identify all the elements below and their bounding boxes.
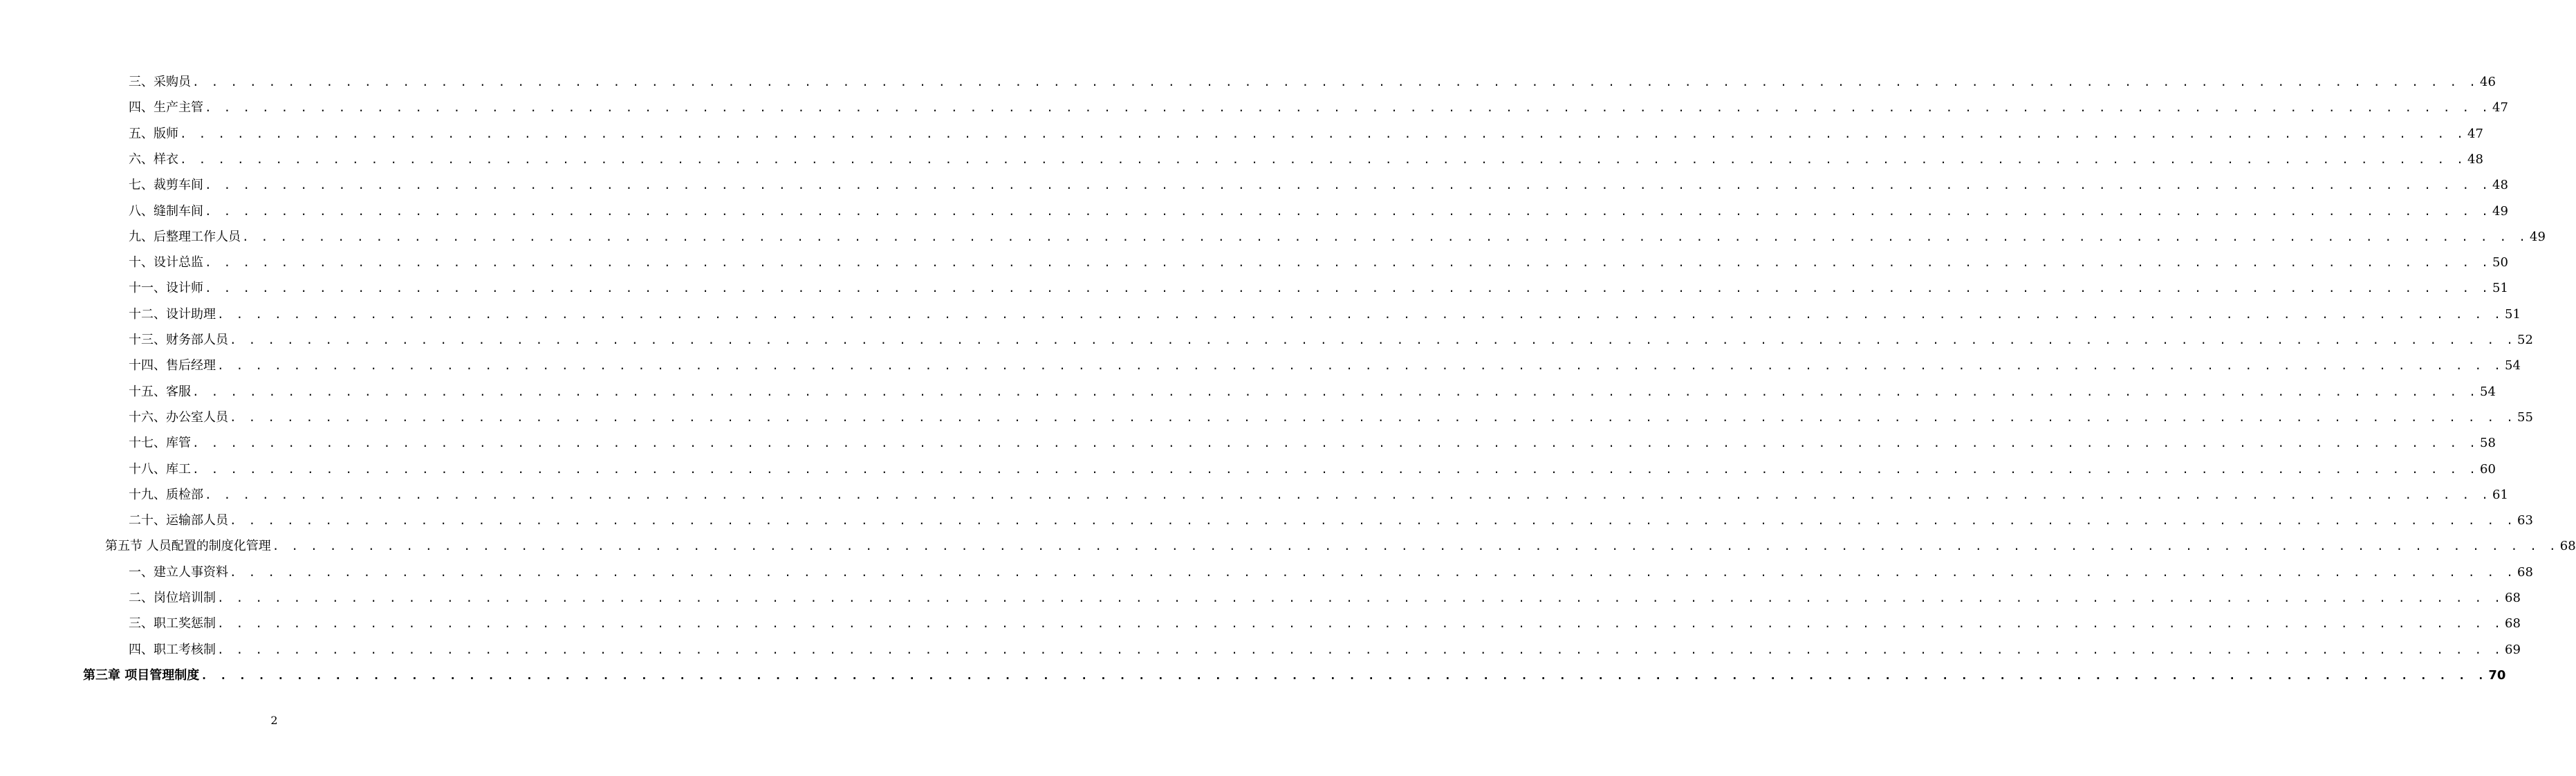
toc-entry-title: 十九、质检部 (129, 487, 203, 502)
toc-entry-title: 十五、客服 (129, 384, 191, 399)
toc-entry[interactable] (129, 510, 2533, 531)
toc-entry-page: 48 (2467, 151, 2483, 167)
toc-entry-page: 47 (2492, 100, 2508, 116)
toc-entry-page: 50 (2492, 255, 2508, 270)
toc-entry[interactable] (129, 124, 2483, 145)
toc-entry-title: 十四、售后经理 (129, 358, 216, 373)
toc-entry[interactable] (129, 278, 2508, 299)
dot-leader: . . . . . . . . . . . . . . . . . . . . . . . . . . . . . . . . . . . . . . . . . . . . . . . . . . . . . . . . . . . . . . . . . . . . . . . . . . . . . . . . . . . . . . . . . . . . . . . . . . . . . . . . . . . . . . . . . . . . . . . . (205, 101, 2492, 115)
dot-leader: . . . . . . . . . . . . . . . . . . . . . . . . . . . . . . . . . . . . . . . . . . . . . . . . . . . . . . . . . . . . . . . . . . . . . . . . . . . . . . . . . . . . . . . . . . . . . . . . . . . . . . . . . . . . . . . . . . . . . . . . (205, 204, 2492, 218)
toc-entry[interactable] (129, 330, 2533, 351)
toc-entry-page: 51 (2492, 281, 2508, 296)
toc-entry[interactable] (129, 640, 2521, 660)
toc-entry-title: 十八、库工 (129, 461, 191, 477)
toc-entry[interactable] (129, 149, 2483, 170)
dot-leader: . . . . . . . . . . . . . . . . . . . . . . . . . . . . . . . . . . . . . . . . . . . . . . . . . . . . . . . . . . . . . . . . . . . . . . . . . . . . . . . . . . . . . . . . . . . . . . . . . . . . . . . . . . . . . . . . . . . . . . . . (217, 617, 2504, 631)
toc-entry-page: 47 (2467, 126, 2483, 141)
toc-entry-title: 一、建立人事资料 (129, 564, 228, 580)
toc-entry-page: 55 (2517, 409, 2533, 425)
toc-entry-title: 四、职工考核制 (129, 642, 216, 657)
toc-entry-page: 68 (2505, 616, 2521, 631)
toc-entry-title: 二、岗位培训制 (129, 591, 216, 605)
toc-entry[interactable] (129, 382, 2496, 403)
dot-leader: . . . . . . . . . . . . . . . . . . . . . . . . . . . . . . . . . . . . . . . . . . . . . . . . . . . . . . . . . . . . . . . . . . . . . . . . . . . . . . . . . . . . . . . . . . . . . . . . . . . . . . . . . . . . . . . . . . . . . . . . (205, 281, 2492, 295)
dot-leader: . . . . . . . . . . . . . . . . . . . . . . . . . . . . . . . . . . . . . . . . . . . . . . . . . . . . . . . . . . . . . . . . . . . . . . . . . . . . . . . . . . . . . . . . . . . . . . . . . . . . . . . . . . . . . . . . . . . . . . . . (217, 643, 2504, 656)
toc-entry-title: 五、版师 (129, 126, 178, 141)
dot-leader: . . . . . . . . . . . . . . . . . . . . . . . . . . . . . . . . . . . . . . . . . . . . . . . . . . . . . . . . . . . . . . . . . . . . . . . . . . . . . . . . . . . . . . . . . . . . . . . . . . . . . . . . . . . . . . . . . . . . . . . . (192, 436, 2479, 450)
toc-entry-page: 54 (2480, 384, 2496, 399)
toc-entry-page: 70 (2488, 667, 2506, 683)
toc-entry-page: 68 (2505, 591, 2521, 605)
dot-leader: . . . . . . . . . . . . . . . . . . . . . . . . . . . . . . . . . . . . . . . . . . . . . . . . . . . . . . . . . . . . . . . . . . . . . . . . . . . . . . . . . . . . . . . . . . . . . . . . . . . . . . . . . . . . . . . . . . . . . . . . (272, 539, 2559, 553)
dot-leader: . . . . . . . . . . . . . . . . . . . . . . . . . . . . . . . . . . . . . . . . . . . . . . . . . . . . . . . . . . . . . . . . . . . . . . . . . . . . . . . . . . . . . . . . . . . . . . . . . . . . . . . . . . . . . . . . . . . . . . . . (205, 488, 2492, 501)
toc-entry-page: 58 (2480, 436, 2496, 451)
toc-entry-page: 68 (2559, 539, 2576, 554)
dot-leader: . . . . . . . . . . . . . . . . . . . . . . . . . . . . . . . . . . . . . . . . . . . . . . . . . . . . . . . . . . . . . . . . . . . . . . . . . . . . . . . . . . . . . . . . . . . . . . . . . . . . . . . . . . . . . . . . . . . . . . . . (242, 230, 2529, 243)
toc-entry[interactable] (129, 175, 2508, 196)
toc-entry[interactable] (129, 72, 2496, 93)
toc-entry-page: 49 (2530, 229, 2546, 244)
toc-entry-page: 60 (2480, 461, 2496, 477)
toc-entry-title: 三、采购员 (129, 75, 191, 89)
dot-leader: . . . . . . . . . . . . . . . . . . . . . . . . . . . . . . . . . . . . . . . . . . . . . . . . . . . . . . . . . . . . . . . . . . . . . . . . . . . . . . . . . . . . . . . . . . . . . . . . . . . . . . . . . . . . . . . . . . . . . . . . (205, 178, 2492, 192)
dot-leader: . . . . . . . . . . . . . . . . . . . . . . . . . . . . . . . . . . . . . . . . . . . . . . . . . . . . . . . . . . . . . . . . . . . . . . . . . . . . . . . . . . . . . . . . . . . . . . . . . . . . . . . . . . . . . . . . . . . . . . . . (230, 333, 2517, 347)
toc-entry-page: 63 (2517, 513, 2533, 528)
toc-entry[interactable] (129, 355, 2521, 376)
dot-leader: . . . . . . . . . . . . . . . . . . . . . . . . . . . . . . . . . . . . . . . . . . . . . . . . . . . . . . . . . . . . . . . . . . . . . . . . . . . . . . . . . . . . . . . . . . . . . . . . . . . . . . . . . . . . . . . . . . . . . . . . (192, 462, 2479, 476)
dot-leader: . . . . . . . . . . . . . . . . . . . . . . . . . . . . . . . . . . . . . . . . . . . . . . . . . . . . . . . . . . . . . . . . . . . . . . . . . . . . . . . . . . . . . . . . . . . . . . . . . . . . . . . . . . . . . . . . . . . . . . . . (217, 359, 2504, 373)
toc-entry[interactable] (129, 588, 2521, 609)
toc-entry-title: 九、后整理工作人员 (129, 229, 241, 244)
toc-entry-title: 十三、财务部人员 (129, 333, 228, 347)
toc-entry-title: 二十、运输部人员 (129, 513, 228, 528)
toc-entry[interactable] (129, 201, 2508, 222)
dot-leader: . . . . . . . . . . . . . . . . . . . . . . . . . . . . . . . . . . . . . . . . . . . . . . . . . . . . . . . . . . . . . . . . . . . . . . . . . . . . . . . . . . . . . . . . . . . . . . . . . . . . . . . . . . . . . . . . . . . . . . . . (230, 410, 2517, 424)
toc-entry[interactable] (129, 433, 2496, 454)
toc-entry-title: 六、样衣 (129, 151, 178, 167)
dot-leader: . . . . . . . . . . . . . . . . . . . . . . . . . . . . . . . . . . . . . . . . . . . . . . . . . . . . . . . . . . . . . . . . . . . . . . . . . . . . . . . . . . . . . . . . . . . . . . . . . . . . . . . . . . . . . . . . . . . . . . . . (230, 565, 2517, 579)
toc-entry-page: 48 (2492, 178, 2508, 193)
dot-leader: . . . . . . . . . . . . . . . . . . . . . . . . . . . . . . . . . . . . . . . . . . . . . . . . . . . . . . . . . . . . . . . . . . . . . . . . . . . . . . . . . . . . . . . . . . . . . . . . . . . . . . . . . . . . . . . . . . . . . . . . (180, 152, 2467, 166)
toc-entry[interactable] (129, 562, 2533, 583)
dot-leader: . . . . . . . . . . . . . . . . . . . . . . . . . . . . . . . . . . . . . . . . . . . . . . . . . . . . . . . . . . . . . . . . . . . . . . . . . . . . . . . . . . . . . . . . . . . . . . . . . . . . . . . . . . . . . . . . . . . . . . . . (201, 668, 2487, 682)
toc-entry-title: 第三章 项目管理制度 (83, 667, 200, 683)
toc-entry-page: 69 (2505, 642, 2521, 657)
toc-entry[interactable] (129, 485, 2508, 506)
toc-entry-title: 三、职工奖惩制 (129, 616, 216, 631)
dot-leader: . . . . . . . . . . . . . . . . . . . . . . . . . . . . . . . . . . . . . . . . . . . . . . . . . . . . . . . . . . . . . . . . . . . . . . . . . . . . . . . . . . . . . . . . . . . . . . . . . . . . . . . . . . . . . . . . . . . . . . . . (205, 256, 2492, 270)
toc-entry-title: 四、生产主管 (129, 100, 203, 116)
toc-entry-title: 八、缝制车间 (129, 203, 203, 219)
toc-entry-title: 十六、办公室人员 (129, 409, 228, 425)
toc-entry[interactable] (105, 536, 2576, 557)
toc-entry-title: 十七、库管 (129, 436, 191, 451)
toc-entry-page: 54 (2505, 358, 2521, 373)
toc-entry[interactable] (129, 304, 2521, 325)
toc-entry-title: 十一、设计师 (129, 281, 203, 296)
toc-entry-page: 61 (2492, 487, 2508, 502)
dot-leader: . . . . . . . . . . . . . . . . . . . . . . . . . . . . . . . . . . . . . . . . . . . . . . . . . . . . . . . . . . . . . . . . . . . . . . . . . . . . . . . . . . . . . . . . . . . . . . . . . . . . . . . . . . . . . . . . . . . . . . . . (192, 75, 2479, 89)
toc-entry-page: 52 (2517, 333, 2533, 347)
toc-entry-page: 46 (2480, 75, 2496, 89)
toc-entry[interactable] (83, 665, 2506, 686)
dot-leader: . . . . . . . . . . . . . . . . . . . . . . . . . . . . . . . . . . . . . . . . . . . . . . . . . . . . . . . . . . . . . . . . . . . . . . . . . . . . . . . . . . . . . . . . . . . . . . . . . . . . . . . . . . . . . . . . . . . . . . . . (192, 385, 2479, 398)
toc-entry[interactable] (129, 407, 2533, 428)
toc-entry-title: 七、裁剪车间 (129, 178, 203, 193)
toc-entry-title: 十二、设计助理 (129, 306, 216, 322)
toc-entry-title: 第五节 人员配置的制度化管理 (105, 539, 271, 554)
dot-leader: . . . . . . . . . . . . . . . . . . . . . . . . . . . . . . . . . . . . . . . . . . . . . . . . . . . . . . . . . . . . . . . . . . . . . . . . . . . . . . . . . . . . . . . . . . . . . . . . . . . . . . . . . . . . . . . . . . . . . . . . (217, 307, 2504, 321)
toc-entry-page: 68 (2517, 564, 2533, 580)
page-number: 2 (270, 714, 278, 727)
toc-entry-title: 十、设计总监 (129, 255, 203, 270)
dot-leader: . . . . . . . . . . . . . . . . . . . . . . . . . . . . . . . . . . . . . . . . . . . . . . . . . . . . . . . . . . . . . . . . . . . . . . . . . . . . . . . . . . . . . . . . . . . . . . . . . . . . . . . . . . . . . . . . . . . . . . . . (217, 591, 2504, 604)
toc-entry[interactable] (129, 227, 2546, 248)
toc-entry[interactable] (129, 459, 2496, 480)
toc-entry-page: 49 (2492, 203, 2508, 219)
dot-leader: . . . . . . . . . . . . . . . . . . . . . . . . . . . . . . . . . . . . . . . . . . . . . . . . . . . . . . . . . . . . . . . . . . . . . . . . . . . . . . . . . . . . . . . . . . . . . . . . . . . . . . . . . . . . . . . . . . . . . . . . (230, 514, 2517, 528)
toc-entry[interactable] (129, 98, 2508, 118)
dot-leader: . . . . . . . . . . . . . . . . . . . . . . . . . . . . . . . . . . . . . . . . . . . . . . . . . . . . . . . . . . . . . . . . . . . . . . . . . . . . . . . . . . . . . . . . . . . . . . . . . . . . . . . . . . . . . . . . . . . . . . . . (180, 127, 2467, 140)
toc-entry[interactable] (129, 252, 2508, 273)
toc-entry-page: 51 (2505, 306, 2521, 322)
toc-entry[interactable] (129, 613, 2521, 634)
